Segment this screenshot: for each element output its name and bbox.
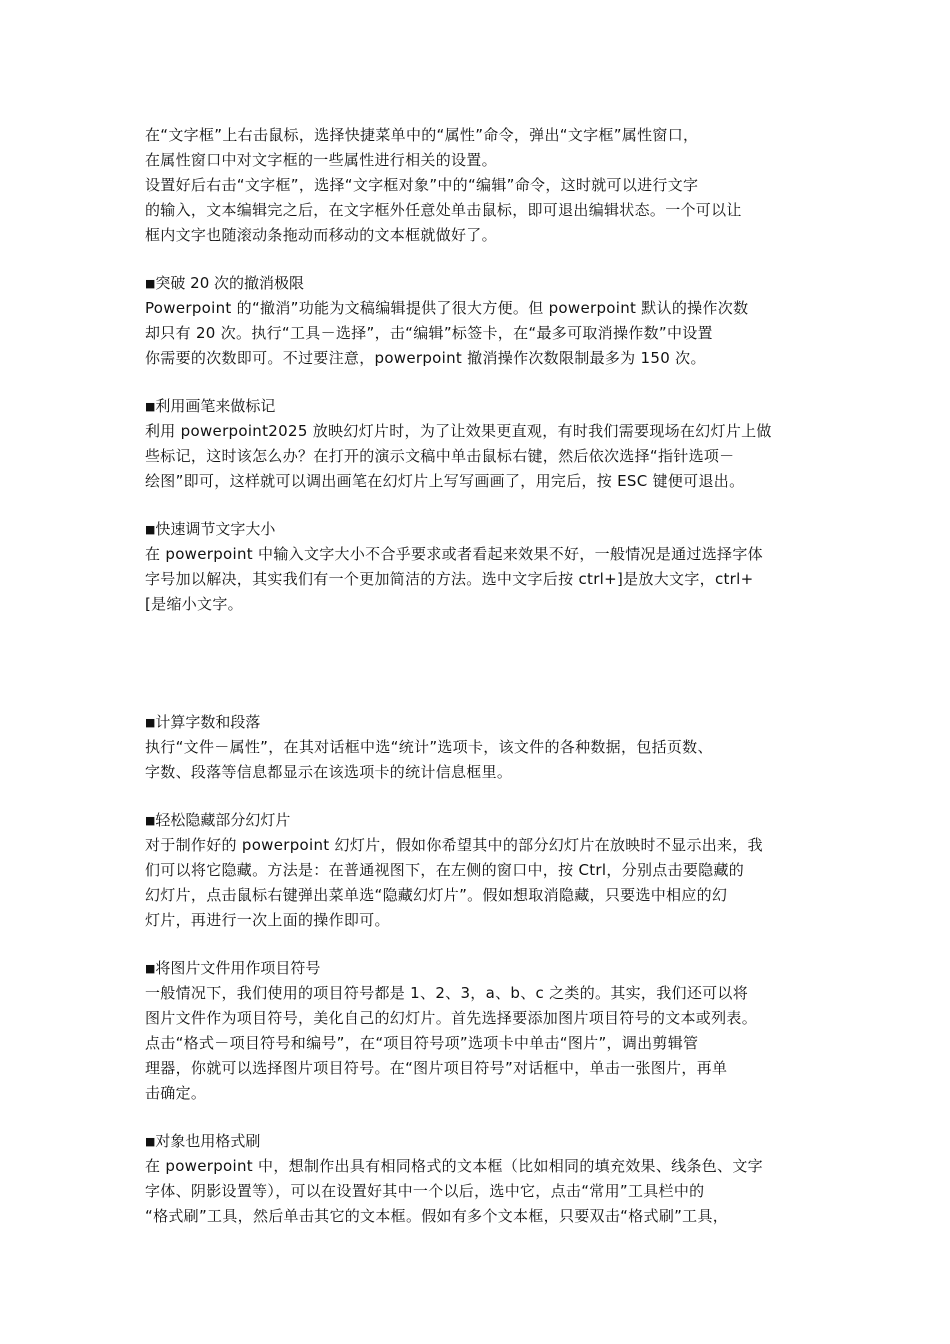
section-heading: ■快速调节文字大小 — [145, 520, 276, 538]
text-line: 的输入，文本编辑完之后，在文字框外任意处单击鼠标，即可退出编辑状态。一个可以让 — [145, 201, 742, 219]
intro-paragraph — [145, 123, 817, 248]
section-heading: ■轻松隐藏部分幻灯片 — [145, 811, 291, 829]
section-body — [145, 419, 817, 494]
square-bullet-icon: ■ — [145, 523, 156, 536]
text-line: 执行“文件－属性”，在其对话框中选“统计”选项卡，该文件的各种数据，包括页数、 — [145, 738, 713, 756]
text-line: 们可以将它隐藏。方法是：在普通视图下，在左侧的窗口中，按 Ctrl，分别点击要隐藏的 — [145, 861, 745, 879]
section-format-painter — [145, 1129, 817, 1229]
text-line: 在“文字框”上右击鼠标，选择快捷菜单中的“属性”命令，弹出“文字框”属性窗口， — [145, 126, 699, 144]
square-bullet-icon: ■ — [145, 962, 156, 975]
square-bullet-icon: ■ — [145, 716, 156, 729]
section-body — [145, 735, 817, 785]
section-hide-slides — [145, 808, 817, 933]
section-body — [145, 542, 817, 617]
text-line: 幻灯片，点击鼠标右键弹出菜单选“隐藏幻灯片”。假如想取消隐藏，只要选中相应的幻 — [145, 886, 728, 904]
document-page — [145, 123, 817, 1252]
text-line: 框内文字也随滚动条拖动而移动的文本框就做好了。 — [145, 226, 497, 244]
section-heading: ■对象也用格式刷 — [145, 1132, 261, 1150]
text-line: 图片文件作为项目符号，美化自己的幻灯片。首先选择要添加图片项目符号的文本或列表。 — [145, 1009, 758, 1027]
section-body — [145, 1154, 817, 1229]
text-line: 字数、段落等信息都显示在该选项卡的统计信息框里。 — [145, 763, 513, 781]
text-line: “格式刷”工具，然后单击其它的文本框。假如有多个文本框，只要双击“格式刷”工具， — [145, 1207, 729, 1225]
text-line: 却只有 20 次。执行“工具－选择”，击“编辑”标签卡，在“最多可取消操作数”中设置 — [145, 324, 713, 342]
text-line: 字号加以解决，其实我们有一个更加简洁的方法。选中文字后按 ctrl+]是放大文字，ctrl+ — [145, 570, 754, 588]
section-heading: ■突破 20 次的撤消极限 — [145, 274, 305, 292]
text-line: Powerpoint 的“撤消”功能为文稿编辑提供了很大方便。但 powerpoint 默认的操作次数 — [145, 299, 749, 317]
text-line: 在 powerpoint 中输入文字大小不合乎要求或者看起来效果不好，一般情况是通过选择字体 — [145, 545, 763, 563]
square-bullet-icon: ■ — [145, 814, 156, 827]
section-heading: ■将图片文件用作项目符号 — [145, 959, 321, 977]
text-line: 字体、阴影设置等），可以在设置好其中一个以后，选中它，点击“常用”工具栏中的 — [145, 1182, 705, 1200]
text-line: [是缩小文字。 — [145, 595, 243, 613]
section-undo-limit — [145, 271, 817, 371]
text-line: 在属性窗口中对文字框的一些属性进行相关的设置。 — [145, 151, 497, 169]
section-word-count — [145, 710, 817, 785]
section-heading: ■利用画笔来做标记 — [145, 397, 276, 415]
section-body — [145, 981, 817, 1106]
section-body — [145, 833, 817, 933]
text-line: 一般情况下，我们使用的项目符号都是 1、2、3，a、b、c 之类的。其实，我们还可以将 — [145, 984, 749, 1002]
section-picture-bullets — [145, 956, 817, 1106]
text-line: 对于制作好的 powerpoint 幻灯片，假如你希望其中的部分幻灯片在放映时不显示出来，我 — [145, 836, 763, 854]
text-line: 在 powerpoint 中，想制作出具有相同格式的文本框（比如相同的填充效果、线条色、文字 — [145, 1157, 763, 1175]
text-line: 你需要的次数即可。不过要注意，powerpoint 撤消操作次数限制最多为 150 次。 — [145, 349, 706, 367]
square-bullet-icon: ■ — [145, 277, 156, 290]
text-line: 灯片，再进行一次上面的操作即可。 — [145, 911, 390, 929]
section-body — [145, 296, 817, 371]
text-line: 些标记，这时该怎么办？在打开的演示文稿中单击鼠标右键，然后依次选择“指针选项－ — [145, 447, 735, 465]
section-heading: ■计算字数和段落 — [145, 713, 261, 731]
section-font-size — [145, 517, 817, 617]
text-line: 理器，你就可以选择图片项目符号。在“图片项目符号”对话框中，单击一张图片，再单 — [145, 1059, 728, 1077]
intro-section — [145, 123, 817, 248]
text-line: 点击“格式－项目符号和编号”，在“项目符号项”选项卡中单击“图片”，调出剪辑管 — [145, 1034, 699, 1052]
square-bullet-icon: ■ — [145, 1135, 156, 1148]
section-pen-marking — [145, 394, 817, 494]
text-line: 设置好后右击“文字框”，选择“文字框对象”中的“编辑”命令，这时就可以进行文字 — [145, 176, 699, 194]
text-line: 击确定。 — [145, 1084, 207, 1102]
text-line: 利用 powerpoint2025 放映幻灯片时，为了让效果更直观，有时我们需要现场在幻灯片上做 — [145, 422, 772, 440]
blank-gap — [145, 640, 817, 710]
square-bullet-icon: ■ — [145, 400, 156, 413]
text-line: 绘图”即可，这样就可以调出画笔在幻灯片上写写画画了，用完后，按 ESC 键便可退出。 — [145, 472, 745, 490]
